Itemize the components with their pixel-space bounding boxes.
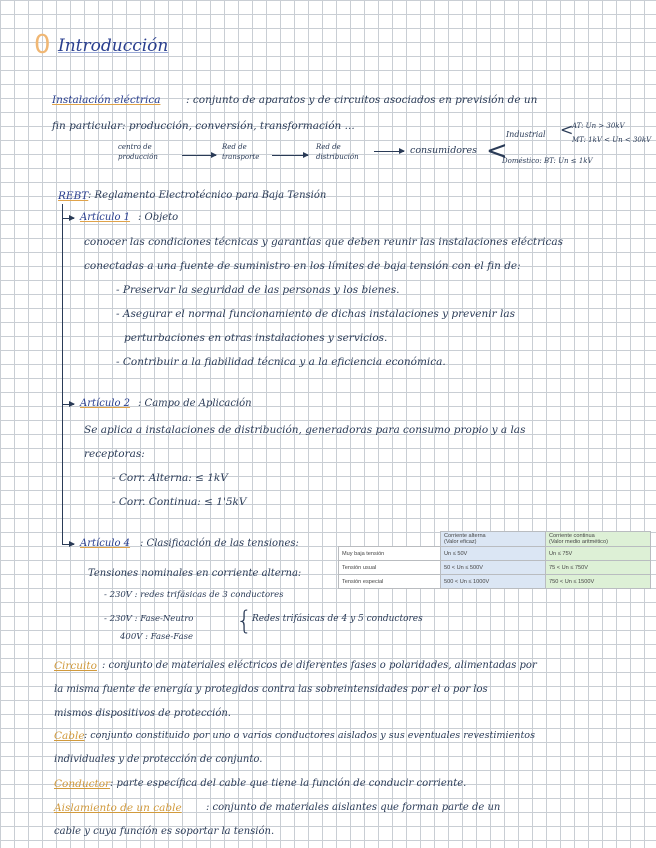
chain-consumidores: consumidores bbox=[410, 145, 478, 156]
table-row bbox=[339, 575, 651, 589]
art4-nominal: Tensiones nominales en corriente alterna: bbox=[88, 568, 302, 579]
brace-consumers: < bbox=[486, 136, 508, 166]
table-row bbox=[339, 547, 651, 561]
term-rebt: REBT bbox=[58, 190, 89, 202]
chain-centro: centro de bbox=[118, 143, 152, 151]
conductor-line1: : parte específica del cable que tiene la función de conducir corriente. bbox=[110, 778, 467, 789]
chain-red-de-2: Red de bbox=[316, 143, 341, 151]
table-row-label: Tensión usual bbox=[339, 561, 441, 575]
term-cable: Cable bbox=[54, 730, 85, 742]
circuito-line2: la misma fuente de energía y protegidos contra las sobreintensidades por el o por los bbox=[54, 684, 488, 695]
industrial-at: AT: Un > 30kV bbox=[572, 122, 625, 130]
table-row-label: Tensión especial bbox=[339, 575, 441, 589]
circuito-line1: : conjunto de materiales eléctricos de diferentes fases o polaridades, alimentadas por bbox=[102, 660, 537, 671]
table-header-dc-sub: (Valor medio aritmético) bbox=[549, 539, 608, 545]
page-title: Introducción bbox=[58, 36, 169, 56]
table-cell-dc: 750 < Un ≤ 1500V bbox=[546, 575, 651, 589]
installation-line2: fin particular: producción, conversión, transformación ... bbox=[52, 120, 355, 132]
art4-subtitle: : Clasificación de las tensiones: bbox=[140, 538, 299, 549]
chain-red-de-1: Red de bbox=[222, 143, 247, 151]
arrow-art1 bbox=[62, 218, 74, 219]
art4-230v-fn: - 230V : Fase-Neutro bbox=[104, 614, 194, 624]
industrial-mt: MT: 1kV < Un < 30kV bbox=[572, 136, 652, 144]
aislamiento-line2: cable y cuya función es soportar la tensión. bbox=[54, 826, 275, 837]
brace-redes: { bbox=[236, 606, 253, 636]
art4-230v-3c: - 230V : redes trifásicas de 3 conductores bbox=[104, 590, 284, 600]
circuito-line3: mismos dispositivos de protección. bbox=[54, 708, 231, 719]
art4-redes-45: Redes trifásicas de 4 y 5 conductores bbox=[252, 614, 423, 624]
brace-industrial: < bbox=[560, 120, 574, 139]
arrow-art4 bbox=[62, 544, 74, 545]
term-aislamiento: Aislamiento de un cable bbox=[54, 802, 182, 814]
art1-bullet2a: - Asegurar el normal funcionamiento de dichas instalaciones y prevenir las bbox=[116, 308, 515, 320]
consumer-domestico: Doméstico: BT: Un ≤ 1kV bbox=[502, 157, 593, 165]
table-cell-ac: Un ≤ 50V bbox=[441, 547, 546, 561]
rebt-text: : Reglamento Electrotécnico para Baja Tensión bbox=[88, 190, 327, 201]
voltage-table bbox=[338, 531, 651, 589]
consumer-industrial: Industrial bbox=[506, 130, 546, 139]
cable-line1: : conjunto constituido por uno o varios conductores aislados y sus eventuales revestimientos bbox=[84, 730, 536, 741]
art1-line2: conectadas a una fuente de suministro en los límites de baja tensión con el fin de: bbox=[84, 260, 521, 272]
art1-line1: conocer las condiciones técnicas y garantías que deben reunir las instalaciones eléctricas bbox=[84, 236, 564, 248]
aislamiento-line1: : conjunto de materiales aislantes que forman parte de un bbox=[206, 802, 501, 813]
arrow-1 bbox=[182, 155, 216, 156]
table-row-label: Muy baja tensión bbox=[339, 547, 441, 561]
art4-400v-ff: 400V : Fase-Fase bbox=[120, 632, 194, 642]
art1-bullet1: - Preservar la seguridad de las personas y los bienes. bbox=[116, 284, 400, 296]
chain-transporte: transporte bbox=[222, 153, 260, 161]
art4-title: Artículo 4 bbox=[80, 538, 131, 549]
table-row bbox=[339, 561, 651, 575]
table-header-ac-label: Corriente alterna bbox=[444, 533, 486, 539]
installation-line1: : conjunto de aparatos y de circuitos asociados en previsión de un bbox=[186, 94, 538, 106]
article-connector-line bbox=[62, 204, 63, 544]
table-header-ac bbox=[441, 532, 546, 547]
art2-title: Artículo 2 bbox=[80, 398, 131, 409]
table-cell-dc: 75 < Un ≤ 750V bbox=[546, 561, 651, 575]
term-conductor: Conductor bbox=[54, 778, 111, 790]
table-header-ac-sub: (Valor eficaz) bbox=[444, 539, 477, 545]
arrow-art2 bbox=[62, 404, 74, 405]
art1-bullet3: - Contribuir a la fiabilidad técnica y a la eficiencia económica. bbox=[116, 356, 446, 368]
table-cell-dc: Un ≤ 75V bbox=[546, 547, 651, 561]
chain-distribucion: distribución bbox=[316, 153, 359, 161]
art1-subtitle: : Objeto bbox=[138, 212, 179, 223]
table-header-dc-label: Corriente continua bbox=[549, 533, 595, 539]
art2-line2: receptoras: bbox=[84, 448, 145, 460]
section-number: 0 bbox=[34, 30, 51, 60]
table-cell-ac: 500 < Un ≤ 1000V bbox=[441, 575, 546, 589]
chain-produccion: producción bbox=[118, 153, 158, 161]
art1-title: Artículo 1 bbox=[80, 212, 131, 223]
term-circuito: Circuito bbox=[54, 660, 97, 672]
art2-bullet1: - Corr. Alterna: ≤ 1kV bbox=[112, 472, 228, 484]
arrow-3 bbox=[374, 151, 404, 152]
art2-line1: Se aplica a instalaciones de distribución, generadoras para consumo propio y a las bbox=[84, 424, 526, 436]
table-header-dc bbox=[546, 532, 651, 547]
art2-subtitle: : Campo de Aplicación bbox=[138, 398, 252, 409]
art1-bullet2b: perturbaciones en otras instalaciones y servicios. bbox=[124, 332, 388, 344]
term-instalacion: Instalación eléctrica bbox=[52, 94, 161, 106]
table-cell-ac: 50 < Un ≤ 500V bbox=[441, 561, 546, 575]
cable-line2: individuales y de protección de conjunto. bbox=[54, 754, 263, 765]
art2-bullet2: - Corr. Continua: ≤ 1'5kV bbox=[112, 496, 247, 508]
arrow-2 bbox=[272, 155, 308, 156]
